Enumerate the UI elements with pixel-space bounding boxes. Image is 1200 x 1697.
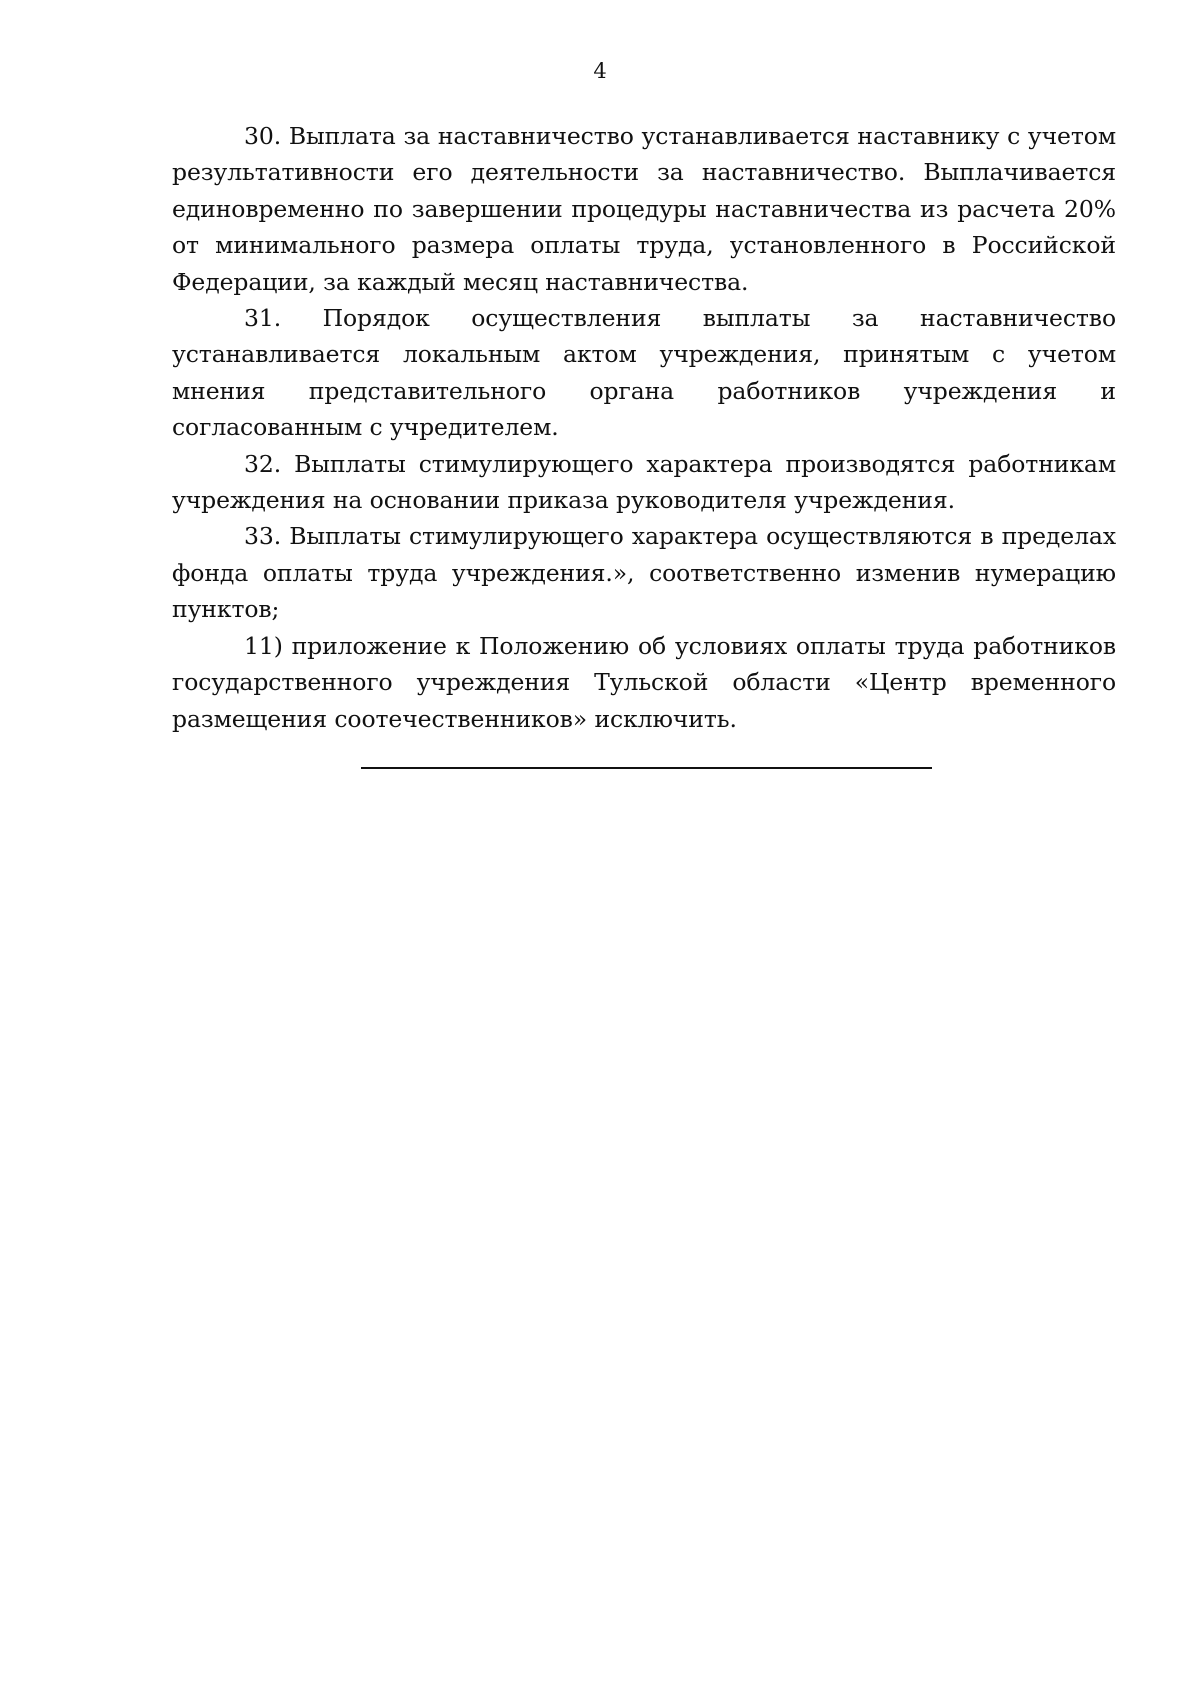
paragraph-item-11: 11) приложение к Положению об условиях оплаты труда работников государственного учреждения Тульской области «Центр временного размещения соотечественников» исключить. — [172, 631, 1116, 733]
end-of-document-rule — [361, 767, 932, 769]
paragraph-31: 31. Порядок осуществления выплаты за наставничество устанавливается локальным актом учреждения, принятым с учетом мнения представительного органа работников учреждения и согласованным с учредителем. — [172, 304, 1116, 442]
paragraph-30: 30. Выплата за наставничество устанавливается наставнику с учетом результативности его деятельности за наставничество. Выплачивается единовременно по завершении процедуры наставничества из расчета 20% от минимального размера оплаты труда, установленного в Российской Федерации, за каждый месяц наставничества. — [172, 122, 1116, 296]
paragraph-32: 32. Выплаты стимулирующего характера производятся работникам учреждения на основании приказа руководителя учреждения. — [172, 449, 1116, 515]
page-number: 4 — [593, 59, 607, 83]
document-body — [172, 118, 1116, 737]
paragraph-33: 33. Выплаты стимулирующего характера осуществляются в пределах фонда оплаты труда учреждения.», соответственно изменив нумерацию пунктов; — [172, 522, 1116, 624]
